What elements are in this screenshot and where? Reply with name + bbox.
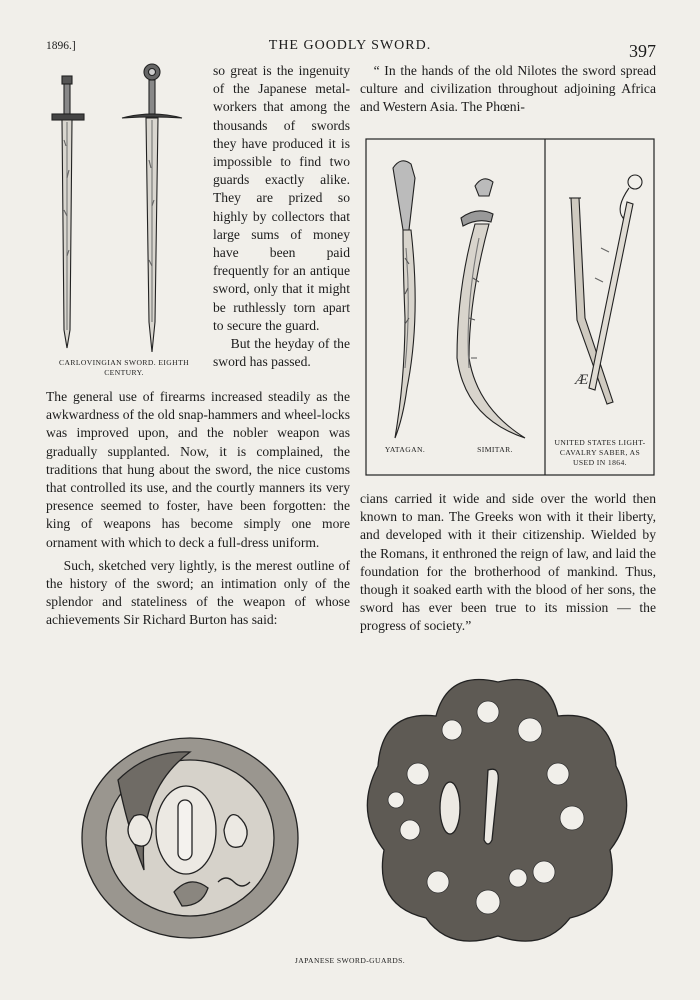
header-title: THE GOODLY SWORD. bbox=[268, 38, 432, 53]
simitar-caption: SIMITAR. bbox=[477, 445, 513, 454]
left-column-text bbox=[46, 388, 350, 630]
right-column-bottom-text bbox=[360, 490, 656, 636]
carlovingian-caption-line1: CARLOVINGIAN SWORD. EIGHTH bbox=[59, 358, 189, 367]
carlovingian-caption bbox=[40, 358, 208, 378]
flower-sword-guard bbox=[367, 680, 626, 942]
saber-caption-line1: UNITED STATES LIGHT- bbox=[554, 438, 646, 447]
yatagan-caption: YATAGAN. bbox=[384, 445, 426, 454]
saber-caption bbox=[548, 438, 652, 468]
narrow-text-block bbox=[213, 62, 350, 371]
heyday-paragraph: But the heyday of the sword has passed. bbox=[213, 336, 350, 370]
sword-guards-drawing bbox=[78, 670, 638, 950]
carlovingian-swords-drawing bbox=[46, 60, 206, 360]
page-number: 397 bbox=[629, 41, 656, 61]
carlovingian-caption-line2: CENTURY. bbox=[104, 368, 144, 377]
narrow-paragraph: so great is the ingenuity of the Japanese metal-workers that among the thousands of swords they have produced it is impossible to find two guards exactly alike. They are prized so highly by collectors that large sums of money have been paid frequently for an antique sword, only that it might be ruthlessly torn apart to secure the guard. bbox=[213, 63, 350, 333]
header-date: 1896.] bbox=[46, 40, 76, 52]
saber-caption-line3: USED IN 1864. bbox=[573, 458, 627, 467]
phoenicians-paragraph: cians carried it wide and side over the world then known to man. The Greeks won with it their liberty, and developed with it their citizenship. Wielded by the Romans, it enthroned the reign of law, and laid the foundation for the brotherhood of mankind. Thus, though it soaked earth with the blood of her sons, the sword has ever been true to its mission — the progress of society.” bbox=[360, 491, 656, 634]
right-column-top-text bbox=[360, 62, 656, 117]
firearms-paragraph: The general use of firearms increased steadily as the awkwardness of the old snap-hammers and wheel-locks was improved upon, and the nobler weapon was gradually supplanted. Now, it is complained, the traditions that hung about the sword, the nice customs that controlled its use, and the courtly manners its very presence seemed to foster, have been forgotten: the king of weapons has become simply one more ornament with which to deck a full-dress uniform. bbox=[46, 389, 350, 550]
history-paragraph: Such, sketched very lightly, is the merest outline of the history of the sword; an intimation only of the splendor and stateliness of the weapon of whose achievements Sir Richard Burton has said: bbox=[46, 557, 350, 628]
oriental-swords-drawing bbox=[365, 138, 655, 476]
artist-monogram: Æ bbox=[575, 372, 589, 388]
sword-guards-illustration bbox=[78, 670, 638, 950]
sword-guards-caption: JAPANESE SWORD-GUARDS. bbox=[294, 956, 406, 965]
nilotes-paragraph: “ In the hands of the old Nilotes the sword spread culture and civilization throughout adjoining Africa and Western Asia. The Phœni- bbox=[360, 63, 656, 115]
oriental-swords-figure bbox=[365, 138, 655, 476]
round-sword-guard bbox=[82, 738, 298, 938]
carlovingian-swords-illustration bbox=[46, 60, 206, 360]
saber-caption-line2: CAVALRY SABER, AS bbox=[559, 448, 641, 457]
